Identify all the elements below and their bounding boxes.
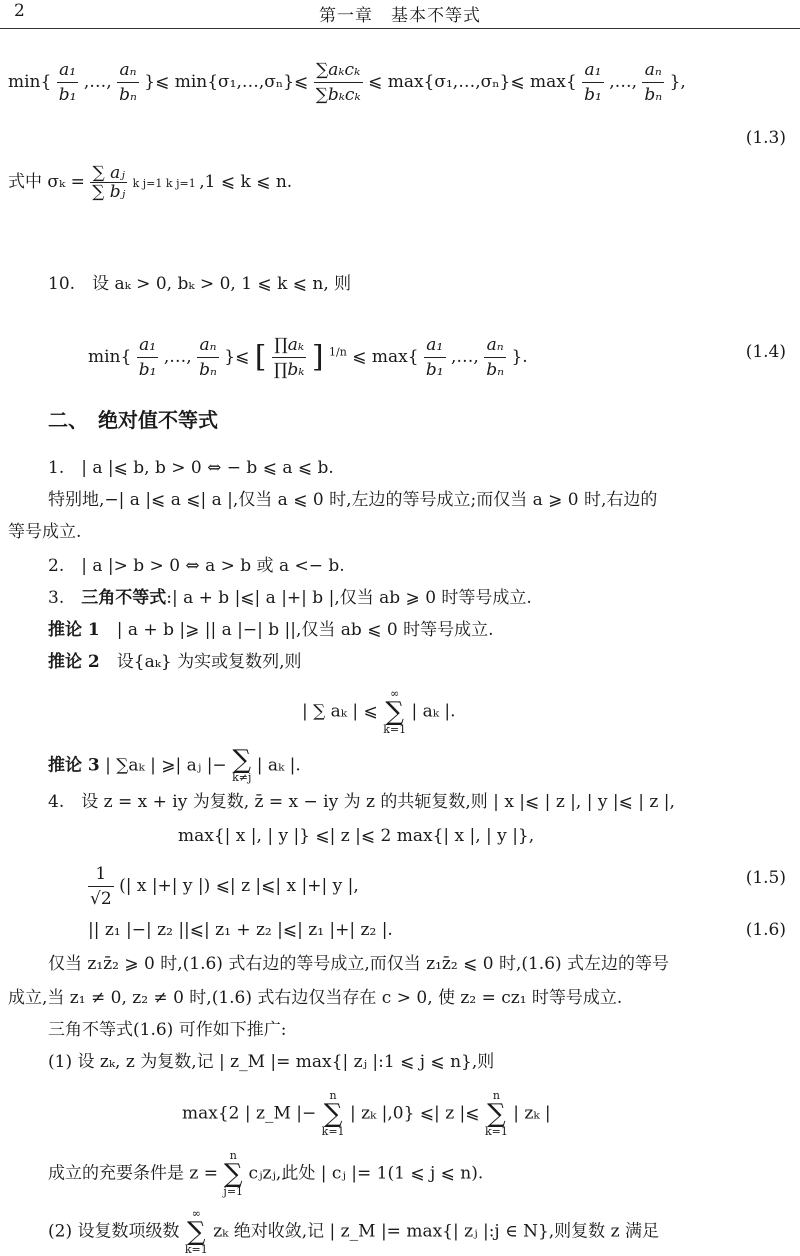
eq14-bracket-open: [ xyxy=(254,339,267,375)
eq14-dots-2: ,…, xyxy=(451,347,479,367)
sigma-symbol: ∑ xyxy=(232,745,252,775)
cor1-label: 推论 1 xyxy=(48,620,100,640)
page-header xyxy=(0,0,800,29)
gen1-cond-top: n xyxy=(229,1149,237,1162)
gen2-left: (2) 设复数项级数 xyxy=(48,1221,180,1242)
eq13-main-fraction: $\frac{\text{∑aₖcₖ}}{\text{∑bₖcₖ}}$ xyxy=(315,60,361,105)
equation-label-1-4: (1.4) xyxy=(745,342,786,362)
eq14-frac-an-bn: $\frac{\text{aₙ}}{\text{bₙ}}$ xyxy=(199,335,217,380)
equation-label-1-6: (1.6) xyxy=(745,920,786,940)
sigma-symbol: ∑ xyxy=(385,697,404,727)
eq13-min-open: min{ xyxy=(8,72,52,92)
abs-item-1: 1. | a |⩽ b, b > 0 ⇔ − b ⩽ a ⩽ b. xyxy=(48,458,334,478)
equation-label-1-5: (1.5) xyxy=(745,868,786,888)
sigma-denominator: ∑ bⱼ xyxy=(92,182,126,202)
gen1-cond-bottom: j=1 xyxy=(223,1185,244,1198)
gen1-left: max{2 | z_M |− xyxy=(182,1103,317,1124)
corollary-2 xyxy=(48,650,302,674)
equation-1-3 xyxy=(8,58,686,107)
equation-1-5 xyxy=(88,862,359,911)
cor1-text: | a + b |⩾ || a |−| b ||,仅当 ab ⩽ 0 时等号成立. xyxy=(99,620,494,640)
sigma-num-bottom: j=1 xyxy=(142,177,163,190)
eq14-frac-a1-b1: $\frac{\text{a₁}}{\text{b₁}}$ xyxy=(138,335,157,380)
gen1-sum2-top: n xyxy=(492,1089,500,1102)
eq14-left: min{ xyxy=(88,347,132,367)
equation-1-4 xyxy=(88,333,528,382)
sigma-symbol: ∑ xyxy=(187,1217,206,1247)
abs-note-line-1: 特别地,−| a |⩽ a ⩽| a |,仅当 a ⩽ 0 时,左边的等号成立;而仅当 a ⩾ 0 时,右边的 xyxy=(48,490,658,510)
paragraph-line-1: 仅当 z₁z̄₂ ⩾ 0 时,(1.6) 式右边的等号成立,而仅当 z₁z̄₂ ⩽ 0 时,(1.6) 式左边的等号 xyxy=(48,954,670,974)
abs3-number: 3. xyxy=(48,588,82,608)
section-title: 二、 绝对值不等式 xyxy=(48,408,218,432)
cor2-label: 推论 2 xyxy=(48,652,100,672)
cor3-sum-bottom: k≠j xyxy=(232,771,252,784)
equation-label-1-3: (1.3) xyxy=(745,128,786,148)
eq15-text: (| x |+| y |) ⩽| z |⩽| x |+| y |, xyxy=(119,876,359,896)
generalize-intro: 三角不等式(1.6) 可作如下推广: xyxy=(48,1020,287,1040)
gen1-sum-1 xyxy=(322,1090,345,1138)
generalize-1-equation xyxy=(182,1090,551,1138)
eq14-dots-1: ,…, xyxy=(163,347,192,367)
eq13-mid1: }⩽ min{σ₁,…,σₙ}⩽ xyxy=(144,72,309,92)
eq14-frac-an-bn-2: $\frac{\text{aₙ}}{\text{bₙ}}$ xyxy=(486,335,505,380)
gen2-right: zₖ 绝对收敛,记 | z_M |= max{| zⱼ |:j ∈ N},则复数 z 满足 xyxy=(213,1221,659,1242)
gen1-right: | zₖ | xyxy=(513,1103,551,1124)
generalize-item-2 xyxy=(48,1208,659,1256)
generalize-item-1: (1) 设 zₖ, z 为复数,记 | z_M |= max{| zⱼ |:1 ⩽ j ⩽ n},则 xyxy=(48,1052,495,1072)
eq14-bracket-close: ] xyxy=(311,339,324,375)
eq15-fraction: $\frac{1}{√2}$ xyxy=(90,864,112,909)
item-4-line-2: max{| x |, | y |} ⩽| z |⩽ 2 max{| x |, | y |}, xyxy=(178,826,535,846)
sigma-num-top: k xyxy=(132,177,140,190)
gen2-sum xyxy=(185,1208,208,1256)
cor3-right: | aₖ |. xyxy=(256,755,301,776)
eq13-dots-1: ,…, xyxy=(83,72,112,92)
sigma-limits xyxy=(133,177,200,190)
sigma-den-top: k xyxy=(165,177,173,190)
sigma-numerator: ∑ aⱼ xyxy=(90,164,127,183)
frac-an-bn: $\frac{\text{aₙ}}{\text{bₙ}}$ xyxy=(119,60,137,105)
eq13-dots-2: ,…, xyxy=(609,72,638,92)
cor2-left: | ∑ aₖ | xyxy=(302,701,359,722)
cor2-sum-bottom: k=1 xyxy=(383,723,407,736)
abs3-label: 三角不等式 xyxy=(81,588,167,608)
corollary-3 xyxy=(48,745,301,784)
cor3-left: | ∑aₖ | xyxy=(105,755,156,776)
gen1-cond-sum xyxy=(223,1150,243,1198)
equation-1-6: || z₁ |−| z₂ ||⩽| z₁ + z₂ |⩽| z₁ |+| z₂ |. xyxy=(88,920,393,940)
cor3-mid: ⩾| aⱼ |− xyxy=(161,755,227,776)
frac-a1-b1: $\frac{\text{a₁}}{\text{b₁}}$ xyxy=(58,60,77,105)
frac-a1-b1-2: $\frac{\text{a₁}}{\text{b₁}}$ xyxy=(584,60,602,105)
page-number: 2 xyxy=(14,1,25,21)
sigma-prefix: 式中 σₖ = xyxy=(8,172,85,192)
gen1-sum-2 xyxy=(485,1090,508,1138)
eq14-product-fraction: $\frac{\text{∏aₖ}}{\text{∏bₖ}}$ xyxy=(273,335,305,380)
corollary-2-equation xyxy=(302,688,456,736)
cor2-sum-top: ∞ xyxy=(390,687,400,700)
sigma-symbol: ∑ xyxy=(487,1099,506,1129)
corollary-1 xyxy=(48,618,493,642)
gen1-sum1-top: n xyxy=(329,1089,337,1102)
cor3-label: 推论 3 xyxy=(48,755,100,776)
eq13-mid2: ⩽ max{σ₁,…,σₙ}⩽ max{ xyxy=(368,72,577,92)
eq14-close: }. xyxy=(511,347,528,367)
paragraph-line-2: 成立,当 z₁ ≠ 0, z₂ ≠ 0 时,(1.6) 式右边仅当存在 c > 0, 使 z₂ = cz₁ 时等号成立. xyxy=(8,988,623,1008)
sigma-definition xyxy=(8,164,292,201)
cor2-sum xyxy=(383,688,406,736)
eq14-exponent: 1/n xyxy=(329,345,347,359)
gen1-cond-left: 成立的充要条件是 z = xyxy=(48,1163,219,1184)
frac-an-bn-2: $\frac{\text{aₙ}}{\text{bₙ}}$ xyxy=(644,60,663,105)
cor2-mid: ⩽ xyxy=(363,701,378,722)
sigma-symbol: ∑ xyxy=(323,1099,343,1129)
abs-item-2: 2. | a |> b > 0 ⇔ a > b 或 a <− b. xyxy=(48,556,345,576)
sigma-symbol: ∑ xyxy=(223,1159,243,1189)
gen1-sum2-bottom: k=1 xyxy=(484,1125,508,1138)
gen2-sum-bottom: k=1 xyxy=(184,1243,208,1256)
eq14-frac-a1-b1-2: $\frac{\text{a₁}}{\text{b₁}}$ xyxy=(425,335,444,380)
sigma-den-bottom: j=1 xyxy=(176,177,196,190)
sigma-suffix: ,1 ⩽ k ⩽ n. xyxy=(199,172,293,192)
eq14-right: ⩽ max{ xyxy=(352,347,419,367)
gen1-mid: | zₖ |,0} ⩽| z |⩽ xyxy=(349,1103,480,1124)
abs3-text: :| a + b |⩽| a |+| b |,仅当 ab ⩾ 0 时等号成立. xyxy=(166,588,532,608)
eq14-mid: }⩽ xyxy=(224,347,250,367)
gen1-sum1-bottom: k=1 xyxy=(321,1125,345,1138)
running-title: 第一章 基本不等式 xyxy=(319,6,481,26)
item-10: 10. 设 aₖ > 0, bₖ > 0, 1 ⩽ k ⩽ n, 则 xyxy=(48,274,352,294)
abs-note-line-2: 等号成立. xyxy=(8,522,82,542)
gen1-cond-right: cⱼzⱼ,此处 | cⱼ |= 1(1 ⩽ j ⩽ n). xyxy=(248,1163,484,1184)
eq13-close: }, xyxy=(669,72,686,92)
gen2-sum-top: ∞ xyxy=(191,1207,201,1220)
cor2-right: | aₖ |. xyxy=(411,701,456,722)
abs-item-3 xyxy=(48,586,532,610)
sigma-fraction xyxy=(90,164,127,201)
cor2-text: 设{aₖ} 为实或复数列,则 xyxy=(99,652,302,672)
item-4-line-1: 4. 设 z = x + iy 为复数, z̄ = x − iy 为 z 的共轭复数,则 | x |⩽ | z |, | y |⩽ | z |, xyxy=(48,792,675,812)
cor3-sum xyxy=(232,745,252,784)
generalize-1-condition xyxy=(48,1150,483,1198)
